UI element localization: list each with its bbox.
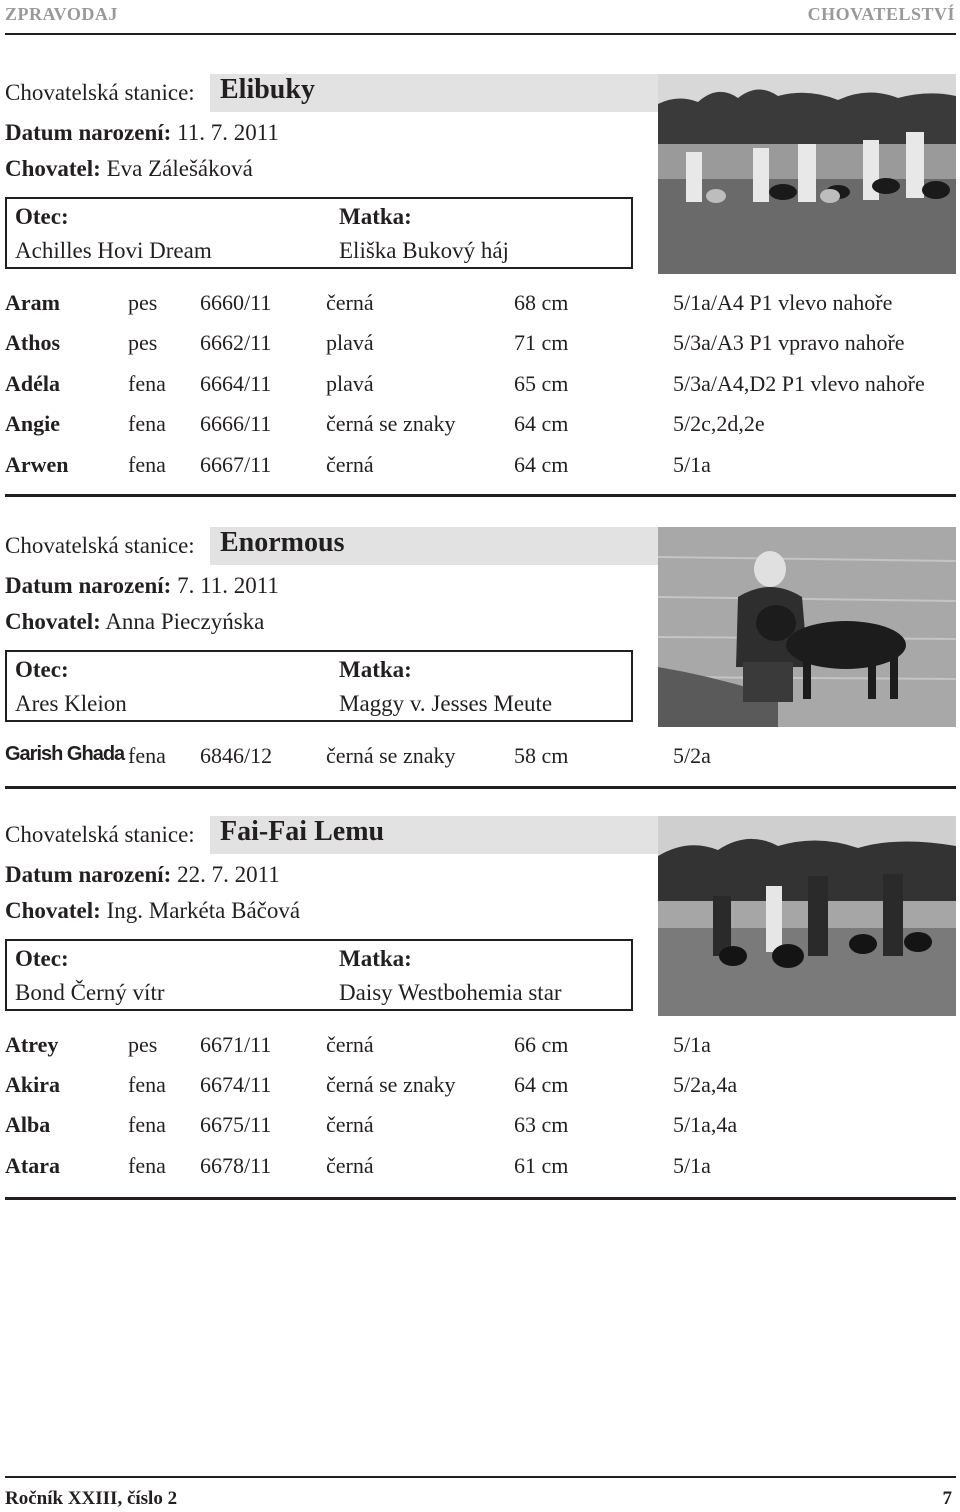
section-divider bbox=[5, 786, 956, 789]
puppy-row: Angie fena 6666/11 černá se znaky 64 cm 5/2c,2d,2e bbox=[5, 411, 765, 436]
station-label: Chovatelská stanice: bbox=[5, 533, 195, 558]
litter-photo bbox=[658, 74, 956, 274]
puppy-row: Akira fena 6674/11 černá se znaky 64 cm 5/2a,4a bbox=[5, 1072, 738, 1097]
parents-box bbox=[5, 650, 633, 722]
birth-date: Datum narození: 7. 11. 2011 bbox=[5, 573, 279, 598]
sire-label: Otec: bbox=[15, 204, 69, 229]
footer-rule bbox=[5, 1476, 956, 1478]
station-label: Chovatelská stanice: bbox=[5, 80, 195, 105]
station-name: Fai-Fai Lemu bbox=[220, 816, 385, 847]
sire-name: Ares Kleion bbox=[15, 691, 127, 716]
page-number: 7 bbox=[942, 1488, 952, 1509]
puppy-row: Atara fena 6678/11 černá 61 cm 5/1a bbox=[5, 1153, 711, 1178]
station-name: Elibuky bbox=[220, 74, 315, 105]
puppy-row: Garish Ghada fena 6846/12 černá se znaky 58 cm 5/2a bbox=[5, 743, 711, 768]
birth-date: Datum narození: 22. 7. 2011 bbox=[5, 862, 280, 887]
puppy-row: Alba fena 6675/11 černá 63 cm 5/1a,4a bbox=[5, 1112, 738, 1137]
litter-photo bbox=[658, 816, 956, 1016]
dam-label: Matka: bbox=[339, 946, 412, 971]
parents-box bbox=[5, 939, 633, 1011]
puppy-row: Athos pes 6662/11 plavá 71 cm 5/3a/A3 P1 vpravo nahoře bbox=[5, 330, 905, 355]
puppy-row: Adéla fena 6664/11 plavá 65 cm 5/3a/A4,D2 P1 vlevo nahoře bbox=[5, 371, 925, 396]
dam-label: Matka: bbox=[339, 657, 412, 682]
breeder: Chovatel: Anna Pieczyńska bbox=[5, 609, 265, 634]
dam-label: Matka: bbox=[339, 204, 412, 229]
breeder: Chovatel: Ing. Markéta Báčová bbox=[5, 898, 301, 923]
dam-name: Maggy v. Jesses Meute bbox=[339, 691, 553, 716]
header-right: CHOVATELSTVÍ bbox=[807, 4, 955, 24]
birth-date: Datum narození: 11. 7. 2011 bbox=[5, 120, 279, 145]
section-divider bbox=[5, 494, 956, 497]
header-left: ZPRAVODAJ bbox=[5, 4, 118, 24]
sire-name: Bond Černý vítr bbox=[15, 980, 165, 1005]
station-name: Enormous bbox=[220, 527, 345, 558]
litter-photo bbox=[658, 527, 956, 727]
sire-label: Otec: bbox=[15, 946, 69, 971]
section-divider bbox=[5, 1197, 956, 1200]
station-label: Chovatelská stanice: bbox=[5, 822, 195, 847]
puppy-row: Arwen fena 6667/11 černá 64 cm 5/1a bbox=[5, 452, 711, 477]
parents-box bbox=[5, 197, 633, 269]
puppy-row: Atrey pes 6671/11 černá 66 cm 5/1a bbox=[5, 1032, 711, 1057]
sire-name: Achilles Hovi Dream bbox=[15, 238, 212, 263]
sire-label: Otec: bbox=[15, 657, 69, 682]
puppy-row: Aram pes 6660/11 černá 68 cm 5/1a/A4 P1 vlevo nahoře bbox=[5, 290, 893, 315]
issue-label: Ročník XXIII, číslo 2 bbox=[5, 1488, 178, 1509]
breeder: Chovatel: Eva Zálešáková bbox=[5, 156, 253, 181]
dam-name: Daisy Westbohemia star bbox=[339, 980, 562, 1005]
dam-name: Eliška Bukový háj bbox=[339, 238, 509, 263]
header-rule bbox=[5, 33, 956, 35]
